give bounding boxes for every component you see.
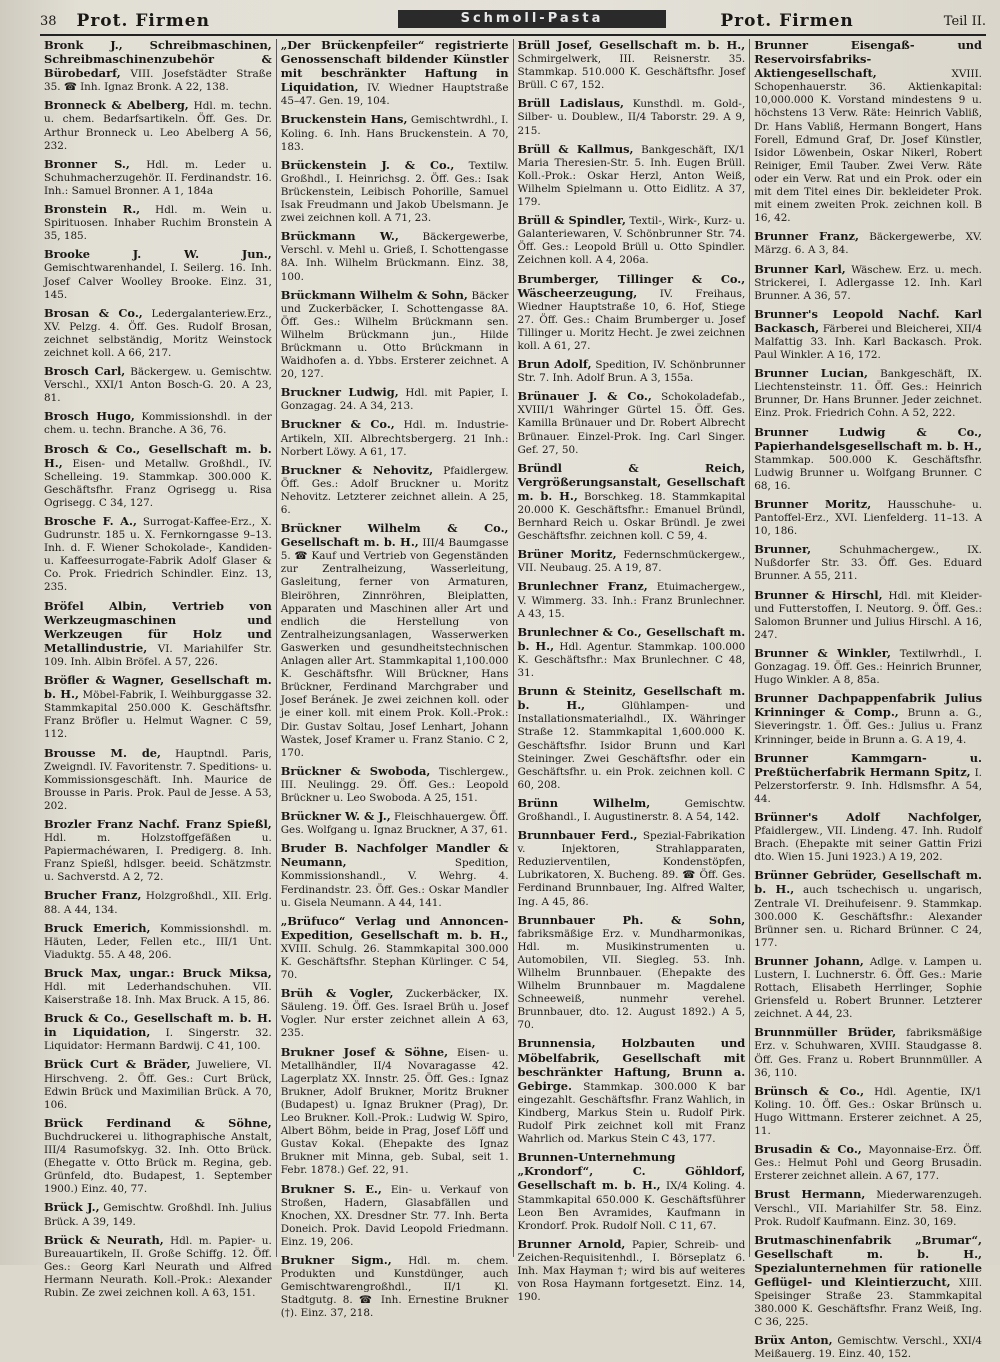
directory-entry [518, 829, 746, 909]
firm-details: Gemischtw. Großhandl., I. Augustinerstr. 8. A 54, 142. [517, 797, 746, 823]
firm-details: Hdl. Agentie, IX/1 Koling. 10. Öff. Ges.: Oskar Brünsch u. Hugo Wittmann. Ersterer zeichnet. A 25, 11. [754, 1085, 982, 1138]
directory-entry [518, 39, 746, 92]
firm-details: Gemischtw. Verschl., XXI/4 Meißauerg. 19. Einz. 40, 152. [754, 1335, 982, 1361]
firm-details: Möbel-Fabrik, I. Weihburggasse 32. Stammkapital 250.000 K. Geschäftsfhr. Franz Bröfler u. Helmut Wagner. C 59, 112. [44, 689, 272, 741]
directory-entry [44, 747, 272, 813]
firm-details: IX/4 Koling. 4. Stammkapital 650.000 K. Geschäftsführer Leon Ben Avramides, Kaufmann in Krondorf. Prok. Rudolf Noll. C 11, 67. [517, 1180, 746, 1232]
directory-entry [754, 1234, 982, 1330]
directory-entry [281, 418, 509, 458]
firm-name: Brückner Wilhelm & Co., Gesellschaft m. b. H., [280, 521, 509, 550]
firm-details: Federnschmückergew., VII. Neubaug. 25. A 19, 87. [517, 549, 746, 575]
firm-details: Gemischtwarenhandel, I. Seilerg. 16. Inh. Josef Calver Woolley Brooke. Einz. 31, 145. [44, 262, 272, 301]
firm-name: Brünauer J. & Co., [517, 389, 652, 404]
directory-entry [754, 263, 982, 303]
column-4 [750, 38, 986, 1361]
firm-name: Bruck & Co., Gesellschaft m. b. H. in Liquidation, [44, 1011, 272, 1040]
firm-details: I. Pelzerstorferstr. 9. Inh. Hdlsmsfhr. A 54, 44. [754, 766, 982, 805]
firm-details: Ledergalanteriew.Erz., XV. Pelzg. 4. Öff. Ges. Rudolf Brosan, zeichnet selbständig, Moritz Weinstock zeichnet koll. A 66, 217. [44, 307, 272, 359]
directory-entry [44, 248, 272, 301]
firm-details: Mayonnaise-Erz. Öff. Ges.: Helmut Pohl und Georg Brusadin. Ersterer zeichnet allein. A 67, 177. [754, 1144, 982, 1183]
directory-entry [281, 1183, 509, 1249]
firm-details: Eisen- u. Metallhändler, II/4 Novaragasse 42. Lagerplatz XX. Innstr. 25. Öff. Ges.: Ignaz Brukner, Adolf Brukner, Moritz Brukner (Budapest) u. Ignaz Brukner (Prag), Dr. Leo Brukner. Koll.-Prok.: Ludwig W. Spiro, Albert Böhm, beide in Prag, Josef Löff und Gustav Kokal. (Ehepakte des Ignaz Brukner mit Minna, geb. Subal, seit 1. Febr. 1878.) Gef. 22, 91. [280, 1046, 509, 1177]
directory-entry [754, 869, 982, 950]
firm-details: Spezial-Fabrikation v. Injektoren, Strahlapparaten, Reduzierventilen, Kondenstöpfen, Lubrikatoren, X. Bucheng. 89. ☎ Öff. Ges. Ferdinand Brunnbauer, Ing. Alfred Walter, Ing. A 45, 86. [517, 830, 746, 908]
firm-name: Brun Adolf, [517, 357, 592, 372]
firm-details: Bäckergewerbe, XV. Märzg. 6. A 3, 84. [754, 231, 982, 257]
firm-details: Hdl. m. Papier- u. Bureauartikeln, II. Große Schiffg. 12. Öff. Ges.: Georg Karl Neurath und Alfred Hermann Neurath. Koll.-Prok.: Alexander Rubin. Ze zwei zeichnen koll. A 63, 151. [44, 1234, 272, 1299]
firm-name: Brunner Lucian, [754, 366, 868, 381]
firm-name: Brückmann W., [280, 229, 399, 244]
directory-entry [281, 810, 509, 837]
directory-entry [44, 443, 272, 510]
firm-details: Etuimachergew., V. Wimmerg. 33. Inh.: Franz Brunlechner. A 43, 15. [517, 581, 746, 620]
directory-entry [754, 692, 982, 746]
firm-name: Brukner Josef & Söhne, [280, 1044, 449, 1059]
firm-name: Brückner & Swoboda, [280, 763, 431, 778]
firm-name: Brüll & Spindler, [517, 213, 626, 228]
directory-entry [281, 987, 509, 1040]
firm-name: Brüx Anton, [754, 1333, 833, 1348]
directory-entry [44, 515, 272, 595]
directory-entry [44, 1234, 272, 1300]
directory-entry [518, 358, 746, 385]
directory-entry [754, 543, 982, 583]
firm-details: VI. Mariahilfer Str. 109. Inh. Albin Bröfel. A 57, 226. [44, 642, 272, 668]
firm-name: Brunnbauer Ferd., [517, 828, 638, 843]
part-label: Teil II. [943, 13, 986, 29]
firm-name: Brückenstein J. & Co., [280, 157, 455, 172]
firm-details: Hauptndl. Paris, Zweigndl. IV. Favoritenstr. 7. Speditions- u. Kommissionsgeschäft. Inh. Maurice de Brousse in Paris. Prok. Paul de Jesse. A 53, 202. [44, 747, 272, 812]
directory-entry [518, 1238, 746, 1304]
firm-details: Papier, Schreib- und Zeichen-Requisitenhdl., I. Börseplatz 6. Inh. Max Hayman †; wird bis auf weiteres von Rosa Haymann fortgesetzt. Einz. 14, 190. [517, 1238, 746, 1304]
directory-entry [44, 818, 272, 884]
firm-name: Brunner Eisengaß- und Reservoirsfabriks-Aktiengesellschaft, [754, 38, 982, 81]
firm-name: Bronner S., [44, 156, 130, 171]
directory-entry [281, 765, 509, 805]
publisher-banner: Schmoll-Pasta [398, 10, 666, 28]
directory-entry [44, 365, 272, 405]
firm-details: Surrogat-Kaffee-Erz., X. Gudrunstr. 185 u. X. Fernkorngasse 9–13. Inh. d. F. Wiener Schokolade-, Kandiden- u. Kaffeesurrogate-Fabrik Adolf Glaser & Co. Prok. Friedrich Schindler. Einz. 13, 235. [44, 516, 272, 594]
firm-details: Pfaidlergew. Öff. Ges.: Adolf Bruckner u. Moritz Nehovitz. Letzterer zeichnet allein. A 25, 6. [280, 464, 509, 516]
firm-details: Spedition, Kommissionshandl., V. Wehrg. 4. Ferdinandstr. 23. Öff. Ges.: Oskar Mandler u. Gisela Neumann. A 44, 141. [280, 857, 509, 909]
firm-details: Hdl. m. Leder u. Schuhmacherzugehör. II. Ferdinandstr. 16. Inh.: Samuel Bronner. A 1, 184a [44, 158, 272, 197]
firm-details: I. Singerstr. 32. Liquidator: Hermann Bardwij. C 41, 100. [44, 1027, 272, 1053]
firm-name: Brunner Moritz, [754, 497, 872, 511]
directory-entry [281, 464, 509, 517]
directory-entry [44, 158, 272, 198]
firm-name: Brückmann Wilhelm & Sohn, [280, 287, 468, 302]
firm-details: Zuckerbäcker, IX. Säuleng. 19. Öff. Ges. Israel Brüh u. Josef Vogler. Nur erster zeichnet allein A 63, 235. [280, 988, 509, 1040]
directory-entry [754, 1334, 982, 1361]
firm-details: XVIII. Schopenhauerstr. 36. Aktienkapital: 10,000.000 K. Vorstand mindestens 9 u. höchstens 13 Verw. Räte: Heinrich Vabliß, Dr. Hans Vabliß, Hermann Bongert, Hans Forell, Edmund Graf, Dr. Josef Künstler, Isidor Löwenbein, Oskar Nikerl, Robert Reiniger, Emil Tauber. Zwei Verw. Räte oder ein Verw. Rat und ein Prok. oder ein mit dem Titel eines Dir. bekleideter Prok. mit einem zweiten Prok. zeichnen koll. B 16, 42. [754, 68, 982, 225]
firm-name: Brukner Sigm., [280, 1252, 392, 1267]
firm-name: „Brüfuco“ Verlag und Annoncen-Expedition, Gesellschaft m. b. H., [280, 913, 509, 942]
directory-entry [44, 889, 272, 916]
firm-name: Brunnen-Unternehmung „Krondorf“, C. Göhldorf, Gesellschaft m. b. H., [517, 1150, 746, 1193]
firm-name: Bröfler & Wagner, Gesellschaft m. b. H., [44, 673, 272, 702]
firm-details: III/4 Baumgasse 5. ☎ Kauf und Vertrieb von Gegenständen zur Zentralheizung, Wasserleitung, Gasleitung, ferner von Armaturen, Bleiröhren, Zinnröhren, Bleiplatten, Apparaten und Maschinen aller Art und endlich die Herstellung von Zentralheizungsanlagen, Wasserwerken Gaswerken und gesundheitstechnischen Anlagen aller Art. Stammkapital 1,100.000 K. Geschäftsfhr. Will Brückner, Hans Brückner, Ferdinand Marchgraber und Josef Beránek. Je zwei zeichnen koll. oder je einer koll. mit einem Prok. Koll.-Prok.: Dir. Gustav Soltau, Josef Lenhart, Johann Wastek, Josef Kramer u. Franz Stanio. C 2, 170. [280, 537, 509, 759]
firm-name: Brosche F. A., [44, 514, 137, 528]
firm-details: Bäcker und Zuckerbäcker, I. Schottengasse 8A. Öff. Ges.: Wilhelm Brückmann sen. Wilhelm Brückmann jun., Hilde Brückmann u. Otto Brückmann in Waidhofen a. d. Ybbs. Ersterer zeichnet. A 20, 127. [280, 289, 509, 381]
right-running-heading: Prot. Firmen [720, 11, 854, 31]
firm-details: Hausschuhe- u. Pantoffel-Erz., XVI. Lienfelderg. 11–13. A 10, 186. [754, 499, 982, 538]
firm-details: Wäschew. Erz. u. mech. Strickerei, I. Adlergasse 12. Inh. Karl Brunner. A 36, 57. [754, 263, 982, 302]
firm-name: Brosan & Co., [44, 305, 143, 320]
directory-entry [44, 1201, 272, 1228]
firm-details: auch tschechisch u. ungarisch, Zentrale VI. Dreihufeisenг. 9. Stammkap. 300.000 K. Geschäftsfhr.: Alexander Brünner sen. u. Richard Brünner. C 24, 177. [754, 884, 982, 949]
firm-name: Brunlechner Franz, [517, 579, 648, 594]
firm-details: VIII. Josefstädter Straße 35. ☎ Inh. Ignaz Bronk. A 22, 138. [44, 68, 272, 94]
firm-name: Brüll Josef, Gesellschaft m. b. H., [517, 38, 746, 52]
firm-details: Hdl. m. techn. u. chem. Bedarfsartikeln. Öff. Ges. Dr. Arthur Bronneck u. Leo Abelberg A 56, 232. [44, 100, 272, 152]
directory-entry [518, 273, 746, 354]
firm-name: Brosch Carl, [44, 364, 126, 379]
firm-name: Bronk J., Schreibmaschinen, Schreibmaschinenzubehör & Bürobedarf, [44, 38, 272, 81]
firm-details: Bankgeschäft, IX/1 Maria Theresien-Str. 5. Inh. Eugen Brüll. Koll.-Prok.: Oskar Herzl, Anton Weiß, Wilhelm Spielmann u. Otto Eidlitz. A 37, 179. [517, 143, 746, 209]
firm-name: Brozler Franz Nachf. Franz Spießl, [44, 816, 272, 831]
firm-details: Kommissionshdl. m. Häuten, Leder, Fellen etc., III/1 Unt. Viaduktg. 55. A 48, 206. [44, 922, 272, 961]
directory-entry [44, 1012, 272, 1053]
firm-name: Brunner Karl, [754, 261, 846, 276]
firm-details: Stammkap. 300.000 K bar eingezahlt. Geschäftsfhr. Franz Wahlich, in Kindberg, Markus Stein u. Rudolf Pirk. Rudolf Pirk zeichnet koll mit Franz Wahrlich od. Markus Stein C 43, 177. [517, 1080, 746, 1146]
firm-details: Textilwrhdl., I. Gonzagag. 19. Öff. Ges.: Heinrich Brunner, Hugo Winkler. A 8, 85a. [754, 647, 982, 687]
firm-details: Schokoladefab., XVIII/1 Währinger Gürtel 15. Öff. Ges. Kamilla Brünauer und Dr. Robert Albrecht Brünauer. Einzel-Prok. Ing. Carl Singer. Gef. 27, 50. [517, 391, 746, 456]
directory-entry [754, 1188, 982, 1228]
firm-name: Brunner & Winkler, [754, 645, 891, 660]
firm-details: Stammkap. 500.000 K. Geschäftsfhr. Ludwig Brunner u. Wolfgang Brunner. C 68, 16. [754, 453, 982, 492]
left-running-heading: Prot. Firmen [76, 11, 210, 31]
firm-name: Brooke J. W. Jun., [44, 247, 272, 262]
directory-entry [281, 915, 509, 982]
firm-details: Färberei und Bleicherei, XII/4 Malfattig 33. Inh. Karl Backasch. Prok. Paul Winkler. A 16, 172. [754, 322, 982, 362]
directory-entry [518, 97, 746, 137]
directory-entry [518, 548, 746, 575]
firm-name: Bruck Emerich, [44, 920, 151, 935]
firm-name: Bruckenstein Hans, [280, 112, 408, 127]
directory-entry [518, 1037, 746, 1146]
directory-entry [754, 752, 982, 806]
firm-name: Brucher Franz, [44, 888, 142, 903]
directory-entry [518, 685, 746, 792]
directory-entry [518, 390, 746, 456]
entry-columns [40, 38, 986, 1361]
firm-details: fabriksmäßige Erz. v. Schuhwaren, XVIII. Staudgasse 8. Öff. Ges. Franz u. Robert Brunnmüller. A 36, 110. [754, 1027, 982, 1079]
firm-details: Miederwarenzugeh. Verschl., VII. Mariahilfer Str. 58. Einz. Prok. Rudolf Kaufmann. Einz. 30, 169. [754, 1189, 982, 1228]
firm-details: Fleischhauergew. Öff. Ges. Wolfgang u. Ignaz Bruckner, A 37, 61. [280, 811, 509, 837]
firm-name: Brüll Ladislaus, [517, 96, 624, 111]
firm-name: Brust Hermann, [754, 1187, 866, 1202]
firm-details: IV. Freihaus, Wiedner Hauptstraße 10, 6. Hof, Stiege 27. Öff. Ges.: Chaim Brumberger u. Josef Tillinger u. Moritz Hecht. Je zwei zeichnen koll. A 61, 27. [517, 287, 746, 352]
firm-name: Brukner S. E., [280, 1181, 382, 1196]
directory-entry [281, 522, 509, 760]
directory-entry [281, 230, 509, 283]
firm-name: Brüll & Kallmus, [517, 141, 634, 156]
firm-details: Hdl. mit Lederhandschuhen. VII. Kaiserstraße 18. Inh. Max Bruck. A 15, 86. [44, 981, 272, 1007]
firm-details: Buchdruckerei u. lithographische Anstalt, III/4 Rasumofskyg. 32. Inh. Otto Brück. (Ehegatte v. Otto Brück m. Regina, geb. Grünfeld, dto. Budapest, 1. September 1900.) Einz. 40, 77. [44, 1130, 272, 1196]
directory-entry [754, 426, 982, 493]
firm-details: Schuhmachergew., IX. Nußdorfer Str. 33. Öff. Ges. Eduard Brunner. A 55, 211. [754, 544, 982, 583]
firm-name: Brusadin & Co., [754, 1142, 862, 1157]
firm-name: Brüner Moritz, [517, 547, 617, 562]
directory-entry [518, 580, 746, 620]
firm-details: Gemischtw. Großhdl. Inh. Julius Brück. A 39, 149. [44, 1202, 272, 1228]
firm-name: Bruckner & Nehovitz, [280, 462, 434, 477]
firm-name: Brunnbauer Ph. & Sohn, [517, 912, 746, 927]
firm-details: Borschkeg. 18. Stammkapital 20.000 K. Geschäftsfhr.: Emanuel Bründl, Bernhard Reich u. Oskar Bründl. Je zwei Geschäftsfhr. zeichnen koll. C 59, 4. [517, 490, 746, 543]
directory-entry [281, 1046, 509, 1178]
directory-entry [281, 1254, 509, 1320]
directory-entry [518, 797, 746, 824]
firm-details: XIII. Speisinger Straße 23. Stammkapital 380.000 K. Geschäftsfhr. Franz Weiß, Ing. C 36, 225. [754, 1276, 982, 1329]
page-number: 38 [40, 13, 57, 29]
directory-entry [754, 1085, 982, 1138]
directory-entry [754, 39, 982, 225]
firm-name: Brünn Wilhelm, [517, 795, 651, 810]
page-header [40, 8, 986, 36]
firm-name: Brüh & Vogler, [280, 986, 394, 1001]
firm-name: Brousse M. de, [44, 745, 161, 760]
firm-name: Bronstein R., [44, 202, 141, 217]
firm-name: Bronneck & Abelberg, [44, 98, 189, 113]
firm-name: Brutmaschinenfabrik „Brumar“, Gesellschaft m. b. H., Spezialunternehmen für rationelle Geflügel- und Kleintierzucht, [754, 1232, 982, 1289]
firm-details: Pfaidlergew., VII. Lindeng. 47. Inh. Rudolf Brach. (Ehepakte mit seiner Gattin Frizi dto. Wien 15. Juni 1923.) A 19, 202. [754, 825, 982, 864]
firm-details: Schmirgelwerk, III. Reisnerstr. 35. Stammkap. 510.000 K. Geschäftsfhr. Josef Brüll. C 67, 152. [517, 53, 746, 92]
firm-details: IV. Wiedner Hauptstraße 45–47. Gen. 19, 104. [280, 82, 509, 108]
firm-name: Brunner, [754, 542, 812, 557]
firm-name: Bröfel Albin, Vertrieb von Werkzeugmaschinen und Werkzeugen für Holz und Metallindustrie, [44, 598, 272, 655]
directory-entry [754, 647, 982, 687]
firm-name: Brunner Dachpappenfabrik Julius Krinninger & Comp., [754, 691, 982, 720]
firm-details: Kunsthdl. m. Gold-, Silber- u. Doublew., II/4 Taborstr. 29. A 9, 215. [517, 98, 746, 137]
directory-entry [44, 674, 272, 741]
firm-name: Brosch & Co., Gesellschaft m. b. H., [44, 441, 272, 470]
firm-details: Juweliere, VI. Hirschveng. 2. Öff. Ges.: Curt Brück, Edwin Brück und Maximilian Brück. A 70, 106. [44, 1059, 272, 1111]
firm-name: Brünner's Adolf Nachfolger, [754, 809, 982, 824]
directory-entry [281, 159, 509, 225]
directory-entry [754, 1026, 982, 1079]
firm-name: Brosch Hugo, [44, 409, 135, 424]
firm-name: Brunner & Hirschl, [754, 587, 883, 602]
firm-name: Brünsch & Co., [754, 1083, 865, 1098]
firm-details: Eisen- und Metallw. Großhdl., IV. Schelleing. 19. Stammkap. 300.000 K. Geschäftsfhr. Franz Ogrisegg u. Risa Ogrisegg. C 34, 127. [44, 457, 272, 509]
directory-entry [754, 1143, 982, 1183]
firm-name: Brück Ferdinand & Söhne, [44, 1115, 272, 1130]
directory-entry [44, 922, 272, 962]
directory-entry [44, 99, 272, 152]
directory-entry [754, 367, 982, 420]
firm-name: Brunner Johann, [754, 953, 864, 968]
firm-details: Glühlampen- und Installationsmaterialhdl., IX. Währinger Straße 12. Stammkapital 1,600.000 K. Geschäftsfhr. Isidor Brunn und Karl Steininger. Zwei Geschäftsfhr. oder ein Geschäftsfhr. u. ein Prok. zeichnen koll. C 60, 208. [517, 700, 746, 791]
firm-name: Brunnensia, Holzbauten und Möbelfabrik, Gesellschaft mit beschränkter Haftung, Brunn a. Gebirge. [517, 1036, 746, 1093]
firm-name: Brunner's Leopold Nachf. Karl Backasch, [754, 306, 982, 335]
firm-name: Brück J., [44, 1200, 100, 1215]
directory-entry [281, 113, 509, 153]
directory-entry [518, 914, 746, 1033]
firm-details: Brunn a. G., Sieveringstr. 1. Öff. Ges.: Julius u. Franz Krinninger, beide in Brunn a. G. A 19, 4. [754, 707, 982, 746]
firm-details: Ein- u. Verkauf von Stroßen, Hadern, Glasabfällen und Knochen, XX. Dresdner Str. 77. Inh. Berta Doneich. Prok. David Leopold Friedmann. Einz. 19, 206. [280, 1183, 509, 1248]
firm-details: Hdl. m. Wein u. Spirituosen. Inhaber Ruchim Bronstein A 35, 185. [44, 204, 272, 243]
directory-entry [518, 462, 746, 544]
firm-name: Bruckner Ludwig, [280, 385, 399, 400]
firm-details: Hdl. Agentur. Stammkap. 100.000 K. Geschäftsfhr.: Max Brunlechner. C 48, 31. [517, 640, 746, 680]
firm-details: Holzgroßhdl., XII. Erlg. 88. A 44, 134. [44, 890, 272, 916]
firm-name: Brück & Neurath, [44, 1232, 164, 1247]
directory-entry [281, 289, 509, 382]
firm-details: Textil-, Wirk-, Kurz- u. Galanteriewaren, V. Schönbrunner Str. 74. Öff. Ges.: Leopold Brüll u. Otto Spindler. Zeichnen koll. A 4, 206a. [517, 215, 746, 267]
directory-entry [281, 39, 509, 108]
firm-name: Brunlechner & Co., Gesellschaft m. b. H., [517, 624, 746, 653]
directory-entry [44, 1117, 272, 1197]
directory-entry [44, 1058, 272, 1111]
directory-entry [44, 307, 272, 360]
directory-entry [44, 410, 272, 437]
firm-name: Brumberger, Tillinger & Co., Wäscheerzeugung, [517, 271, 746, 300]
firm-details: fabriksmäßige Erz. v. Mundharmonikas, Hdl. m. Musikinstrumenten u. Automobilen, VII. Siegleg. 53. Inh. Wilhelm Brunnbauer. (Ehepakte des Wilhelm Brunnbauer m. Magdalene Schneeweiß, nunmehr verehel. Brunnbauer, dto. 12. August 1892.) A 5, 70. [517, 927, 746, 1032]
firm-details: Tischlergew., III. Neulingg. 29. Öff. Ges.: Leopold Brückner u. Leo Swoboda. A 25, 151. [280, 765, 509, 804]
firm-details: Bäckergew. u. Gemischtw. Verschl., XXI/1 Anton Bosch-G. 20. A 23, 81. [44, 366, 272, 405]
firm-name: Brunnmüller Brüder, [754, 1025, 897, 1040]
directory-entry [754, 955, 982, 1021]
directory-entry [44, 600, 272, 669]
directory-entry [754, 811, 982, 864]
directory-entry [754, 498, 982, 538]
firm-details: Adlge. v. Lampen u. Lustern, I. Luchnerstr. 6. Öff. Ges.: Marie Rottach, Elisabeth Herrlinger, Sophie Griensfeld u. Robert Brunner. Letzterer zeichnet. A 44, 23. [754, 955, 982, 1021]
firm-name: Brunner Arnold, [517, 1236, 626, 1251]
directory-entry [518, 1151, 746, 1233]
firm-name: Brunner Kammgarn- u. Preßtücherfabrik Hermann Spitz, [754, 750, 982, 779]
directory-entry [281, 386, 509, 413]
firm-name: Brunn & Steinitz, Gesellschaft m. b. H., [517, 684, 746, 713]
firm-name: Bruck Max, ungar.: Bruck Miksa, [44, 965, 272, 980]
firm-details: Hdl. m. chem. Produkten und Kunstdünger, auch Gemischtwarengroßhdl., II/1 Kl. Stadtgutg. 8. ☎ Inh. Ernestine Brukner (†). Einz. 37, 218. [280, 1254, 509, 1320]
firm-details: Hdl. mit Kleider- und Futterstoffen, I. Neutorg. 9. Öff. Ges.: Salomon Brunner und Julius Hirschl. A 16, 247. [754, 589, 983, 641]
directory-entry [754, 589, 982, 642]
firm-details: XVIII. Schulg. 26. Stammkapital 300.000 K. Geschäftsfhr. Stephan Kürlinger. C 54, 70. [280, 942, 509, 982]
firm-name: Brunner Ludwig & Co., Papierhandelsgesellschaft m. b. H., [754, 424, 982, 453]
column-3 [514, 38, 751, 1304]
firm-details: Bankgeschäft, IX. Liechtensteinstr. 11. Öff. Ges.: Heinrich Brunner, Dr. Hans Brunner. Jeder zeichnet. Einz. Prok. Friedrich Cohn. A 52, 222. [754, 368, 983, 420]
directory-entry [518, 214, 746, 267]
firm-details: Hdl. m. Holzstoffgefäßen u. Papiermachéwaren, I. Predigerg. 8. Inh. Franz Spießl, hdlsger. beeid. Schätzmstr. u. Sachverstd. A 2, 72. [44, 832, 272, 884]
firm-details: Spedition, IV. Schönbrunner Str. 7. Inh. Adolf Brun. A 3, 155a. [517, 359, 746, 385]
firm-details: Gemischtwrdhl., I. Koling. 6. Inh. Hans Bruckenstein. A 70, 183. [280, 114, 509, 153]
directory-entry [754, 308, 982, 362]
firm-name: Bründl & Reich, Vergrößerungsanstalt, Gesellschaft m. b. H., [517, 460, 746, 503]
firm-name: Brunner Franz, [754, 229, 859, 244]
firm-details: Bäckergewerbe, Verschl. v. Mehl u. Grieß, I. Schottengasse 8A. Inh. Wilhelm Brückmann. Einz. 38, 100. [280, 231, 509, 283]
firm-details: Hdl. mit Papier, I. Gonzagag. 24. A 34, 213. [280, 387, 509, 413]
firm-details: Textilw. Großhdl., I. Heinrichsg. 2. Öff. Ges.: Isak Brückenstein, Leibisch Pohorille, Samuel Isak Freudmann und Jakob Ubelsmann. Je zwei zeichnen koll. A 71, 23. [280, 159, 509, 225]
firm-details: Kommissionshdl. in der chem. u. techn. Branche. A 36, 76. [44, 411, 272, 437]
directory-entry [44, 203, 272, 243]
directory-entry [754, 230, 982, 257]
directory-entry [518, 626, 746, 680]
directory-entry [44, 967, 272, 1007]
firm-details: Hdl. m. Industrie-Artikeln, XII. Albrechtsbergerg. 21 Inh.: Norbert Löwy. A 61, 17. [280, 419, 509, 458]
firm-name: Brünner Gebrüder, Gesellschaft m. b. H., [754, 868, 982, 897]
firm-name: Brück Curt & Bräder, [44, 1057, 191, 1072]
firm-name: „Der Brückenpfeiler“ registrierte Genossenschaft bildender Künstler mit beschränkter Haftung in Liquidation, [280, 38, 509, 95]
column-2 [277, 38, 514, 1320]
firm-name: Bruder B. Nachfolger Mandler & Neumann, [280, 841, 509, 870]
firm-name: Brückner W. & J., [280, 809, 391, 824]
directory-entry [518, 143, 746, 209]
directory-entry [44, 39, 272, 94]
column-1 [40, 38, 277, 1299]
directory-entry [281, 842, 509, 909]
firm-name: Bruckner & Co., [280, 417, 395, 432]
